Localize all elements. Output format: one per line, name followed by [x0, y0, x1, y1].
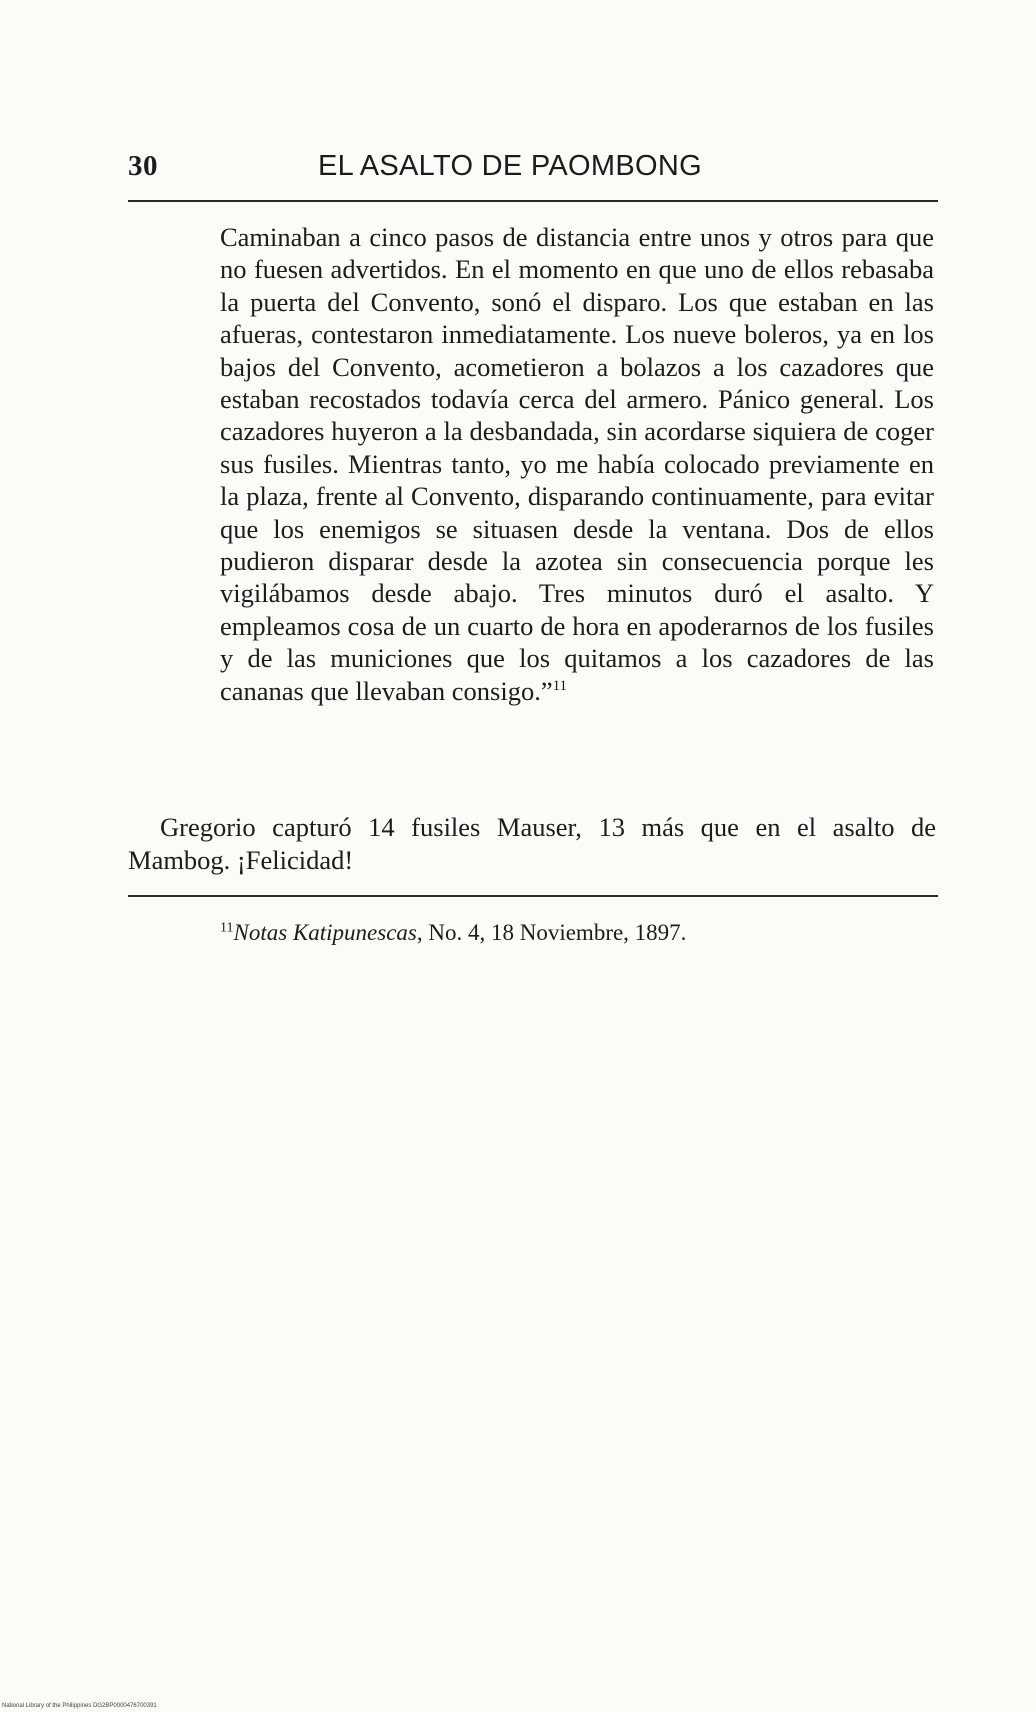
running-head: [128, 150, 938, 190]
footnote-source-title: Notas Katipunescas: [233, 920, 417, 945]
footnote-rule: [128, 895, 938, 897]
body-paragraph: Gregorio capturó 14 fusiles Mauser, 13 más que en el asalto de Mambog. ¡Felicidad!: [128, 812, 936, 875]
library-stamp: National Library of the Philippines DG2BP0000476700391: [2, 1703, 157, 1709]
page-number: 30: [128, 150, 158, 182]
header-rule: [128, 200, 938, 202]
block-quote: [220, 221, 934, 707]
footnote: [220, 918, 686, 948]
quote-text: Caminaban a cinco pasos de distancia entre unos y otros para que no fuesen advertidos. En el momento en que uno de ellos rebasaba la puerta del Convento, sonó el disparo. Los que estaban en las afueras, contestaron inmediatamente. Los nueve boleros, ya en los bajos del Convento, acometieron a bolazos a los cazadores que estaban recostados todavía cerca del armero. Pánico general. Los cazadores huyeron a la desbandada, sin acordarse siquiera de coger sus fusiles. Mientras tanto, yo me había colocado previamente en la plaza, frente al Convento, disparando continuamente, para evitar que los enemigos se situasen desde la ventana. Dos de ellos pudieron disparar desde la azotea sin consecuencia porque les vigilábamos desde abajo. Tres minutos duró el asalto. Y empleamos cosa de un cuarto de hora en apoderarnos de los fusiles y de las municiones que los quitamos a los cazadores de las cananas que llevaban consigo.”: [220, 222, 934, 706]
footnote-reference: 11: [552, 677, 568, 694]
footnote-source-details: , No. 4, 18 Noviembre, 1897.: [416, 920, 687, 945]
footnote-mark: 11: [220, 920, 234, 936]
running-title: EL ASALTO DE PAOMBONG: [318, 150, 702, 182]
